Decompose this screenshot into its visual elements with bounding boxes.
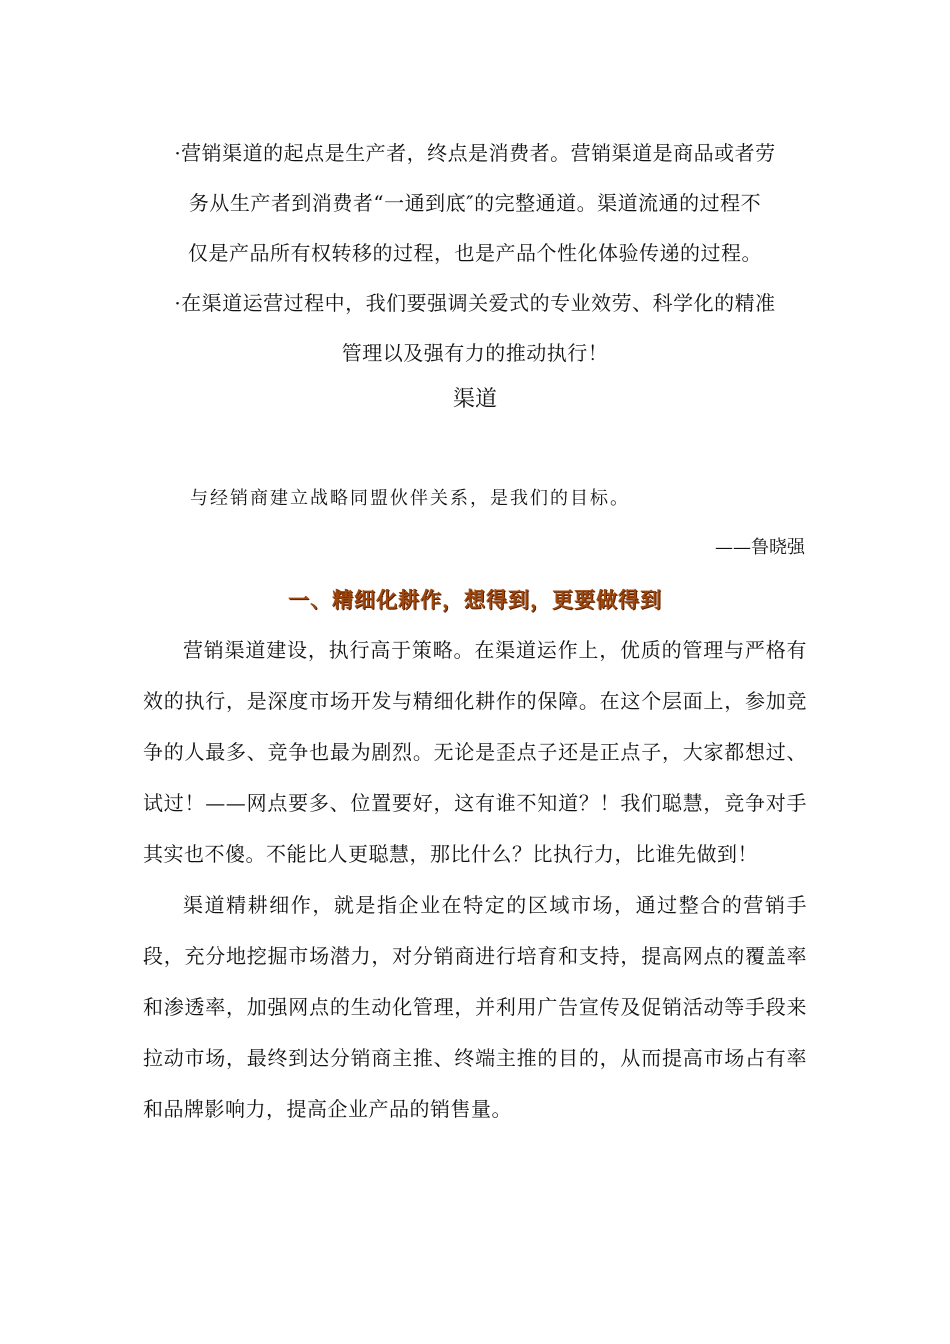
intro-line: 管理以及强有力的推动执行！ <box>341 341 609 365</box>
intro-line: ·营销渠道的起点是生产者，终点是消费者。营销渠道是商品或者劳 <box>174 141 776 165</box>
quote-author: ——鲁晓强 <box>715 537 805 558</box>
body-paragraph: 营销渠道建设，执行高于策略。在渠道运作上，优质的管理与严格有效的执行，是深度市场开发与精细化耕作的保障。在这个层面上，参加竞争的人最多、竞争也最为剧烈。无论是歪点子还是正点子，大家都想过、试过！——网点要多、位置要好，这有谁不知道？！我们聪慧，竞争对手其实也不傻。不能比人更聪慧，那比什么？比执行力，比谁先做到！ <box>143 638 807 866</box>
section-title: 一、精细化耕作，想得到，更要做得到 <box>288 587 662 612</box>
page-heading: 渠道 <box>452 387 497 412</box>
intro-line: 务从生产者到消费者“一通到底″的完整通道。渠道流通的过程不 <box>188 191 762 215</box>
section-body <box>143 625 807 1135</box>
intro-line: 仅是产品所有权转移的过程，也是产品个性化体验传递的过程。 <box>188 241 762 265</box>
intro-block <box>140 128 810 378</box>
body-paragraph: 渠道精耕细作，就是指企业在特定的区域市场，通过整合的营销手段，充分地挖掘市场潜力，对分销商进行培育和支持，提高网点的覆盖率和渗透率，加强网点的生动化管理，并利用广告宣传及促销活动等手段来拉动市场，最终到达分销商主推、终端主推的目的，从而提高市场占有率和品牌影响力，提高企业产品的销售量。 <box>143 893 807 1121</box>
quote-text: 与经销商建立战略同盟伙伴关系，是我们的目标。 <box>190 488 630 509</box>
intro-line: ·在渠道运营过程中，我们要强调关爱式的专业效劳、科学化的精准 <box>174 291 776 315</box>
